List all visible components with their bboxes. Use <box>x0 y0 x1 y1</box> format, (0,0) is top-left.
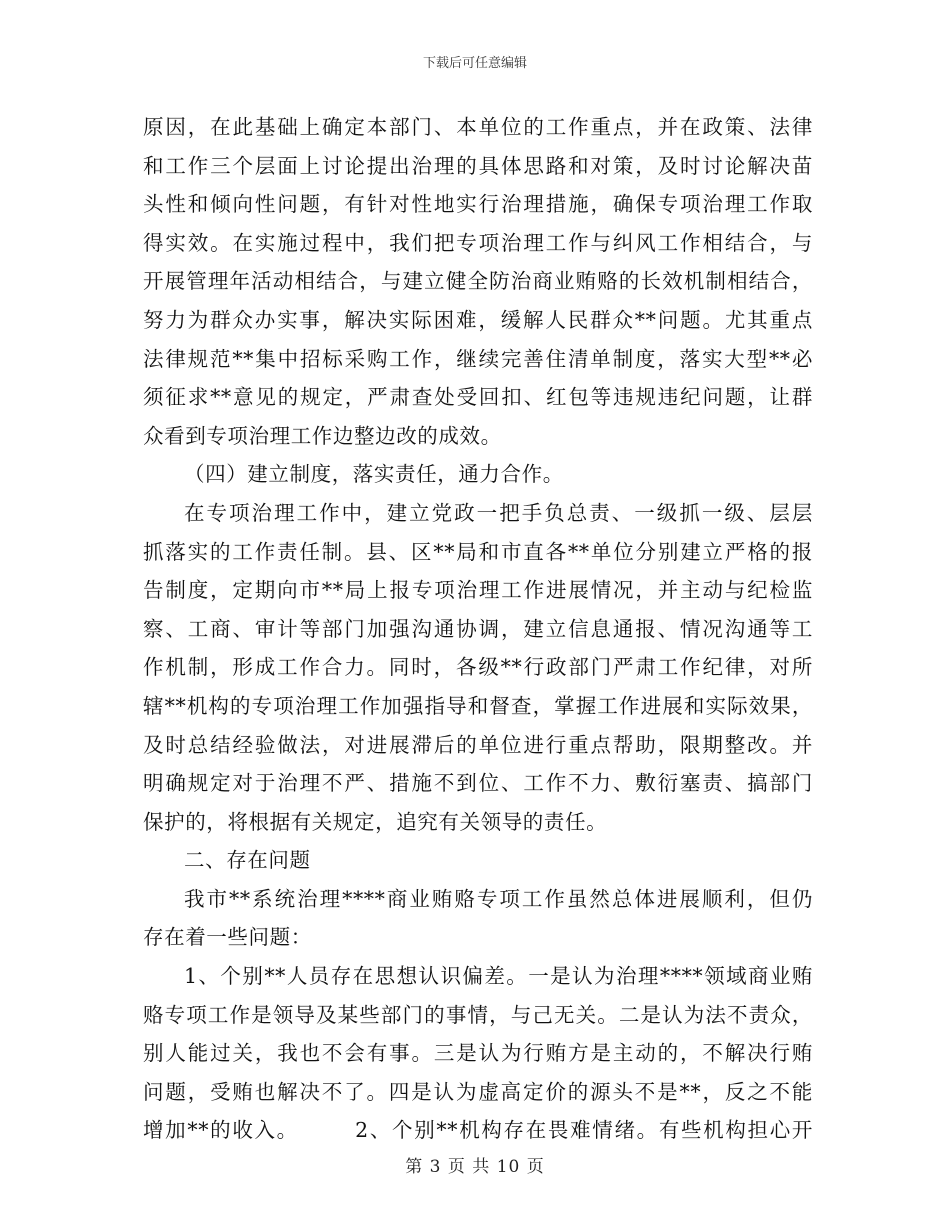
text-line: 抓落实的工作责任制。县、区**局和市直各**单位分别建立严格的报 <box>143 539 813 564</box>
text-line: 察、工商、审计等部门加强沟通协调，建立信息通报、情况沟通等工 <box>143 616 813 641</box>
text-line: 须征求**意见的规定，严肃查处受回扣、红包等违规违纪问题，让群 <box>143 385 813 410</box>
page-header: 下载后可任意编辑 <box>422 56 527 71</box>
text-line: 努力为群众办实事，解决实际困难，缓解人民群众**问题。尤其重点 <box>143 307 813 332</box>
text-line: 在专项治理工作中，建立党政一把手负总责、一级抓一级、层层 <box>184 500 813 525</box>
text-line: 告制度，定期向市**局上报专项治理工作进展情况，并主动与纪检监 <box>143 578 813 603</box>
text-line: （四）建立制度，落实责任，通力合作。 <box>184 462 564 487</box>
text-line: 和工作三个层面上讨论提出治理的具体思路和对策，及时讨论解决苗 <box>143 153 813 178</box>
text-line: 众看到专项治理工作边整边改的成效。 <box>143 423 502 448</box>
text-line: 得实效。在实施过程中，我们把专项治理工作与纠风工作相结合，与 <box>143 230 813 255</box>
text-line: 法律规范**集中招标采购工作，继续完善住清单制度，落实大型**必 <box>143 346 813 371</box>
text-line: 原因，在此基础上确定本部门、本单位的工作重点，并在政策、法律 <box>143 115 813 139</box>
text-line: 二、存在问题 <box>184 848 311 873</box>
text-line: 保护的，将根据有关规定，追究有关领导的责任。 <box>143 809 608 834</box>
text-line: 别人能过关，我也不会有事。三是认为行贿方是主动的，不解决行贿 <box>143 1041 813 1066</box>
document-body <box>143 108 813 1150</box>
text-line: 问题，受贿也解决不了。四是认为虚高定价的源头不是**，反之不能 <box>143 1079 813 1104</box>
text-line: 增加**的收入。 2、个别**机构存在畏难情绪。有些机构担心开 <box>143 1118 813 1143</box>
text-line: 明确规定对于治理不严、措施不到位、工作不力、敷衍塞责、搞部门 <box>143 771 813 796</box>
text-line: 作机制，形成工作合力。同时，各级**行政部门严肃工作纪律，对所 <box>143 655 813 680</box>
text-line: 存在着一些问题： <box>143 925 312 950</box>
text-line: 及时总结经验做法，对进展滞后的单位进行重点帮助，限期整改。并 <box>143 732 813 757</box>
text-line: 头性和倾向性问题，有针对性地实行治理措施，确保专项治理工作取 <box>143 192 813 217</box>
text-line: 辖**机构的专项治理工作加强指导和督查，掌握工作进展和实际效果， <box>143 693 813 718</box>
text-line: 1、个别**人员存在思想认识偏差。一是认为治理****领域商业贿 <box>184 964 813 989</box>
text-line: 赂专项工作是领导及某些部门的事情，与己无关。二是认为法不责众， <box>143 1002 813 1027</box>
text-line: 我市**系统治理****商业贿赂专项工作虽然总体进展顺利，但仍 <box>184 886 813 911</box>
page-number-footer: 第 3 页 共 10 页 <box>405 1157 545 1177</box>
text-line: 开展管理年活动相结合，与建立健全防治商业贿赂的长效机制相结合， <box>143 269 813 294</box>
